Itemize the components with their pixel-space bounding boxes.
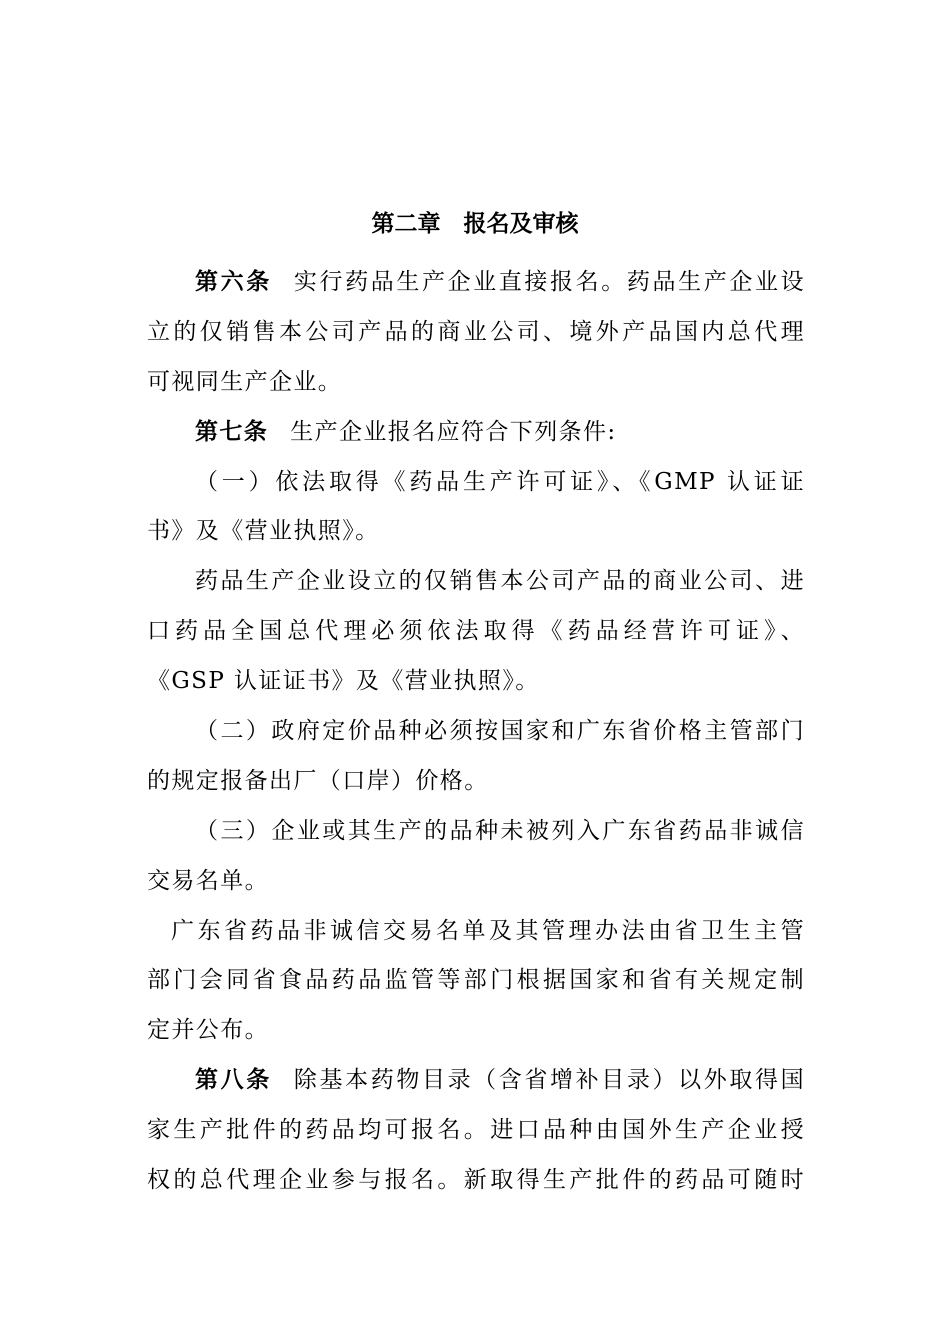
body-text	[147, 258, 805, 1206]
text-line: （一）依法取得《药品生产许可证》、《GMP 认证证	[195, 468, 805, 495]
text-line: 权的总代理企业参与报名。新取得生产批件的药品可随时	[147, 1167, 805, 1194]
text-line: 交易名单。	[147, 867, 269, 894]
article-text: 生产企业报名应符合下列条件:	[290, 418, 617, 445]
article-text: 除基本药物目录（含省增补目录）以外取得国	[293, 1067, 805, 1094]
text-line: 家生产批件的药品均可报名。进口品种由国外生产企业授	[147, 1117, 805, 1144]
text-line: 口药品全国总代理必须依法取得《药品经营许可证》、	[147, 618, 805, 645]
text-line: （二）政府定价品种必须按国家和广东省价格主管部门	[195, 718, 805, 745]
chapter-title: 第二章 报名及审核	[371, 211, 579, 237]
text-line: 的规定报备出厂（口岸）价格。	[147, 767, 489, 794]
article-line	[147, 408, 805, 458]
text-line: 定并公布。	[147, 1017, 269, 1044]
text-line: 广东省药品非诚信交易名单及其管理办法由省卫生主管	[171, 917, 805, 944]
article-label: 第六条	[195, 269, 272, 295]
text-line: 药品生产企业设立的仅销售本公司产品的商业公司、进	[195, 568, 805, 595]
article-line	[147, 258, 805, 308]
text-line: 《GSP 认证证书》及《营业执照》。	[147, 668, 540, 695]
article-line	[147, 1056, 805, 1106]
text-line: （三）企业或其生产的品种未被列入广东省药品非诚信	[195, 817, 805, 844]
text-line: 部门会同省食品药品监管等部门根据国家和省有关规定制	[147, 967, 805, 994]
article-text: 实行药品生产企业直接报名。药品生产企业设	[293, 269, 805, 295]
text-line: 可视同生产企业。	[147, 368, 343, 395]
article-label: 第七条	[195, 418, 269, 445]
text-line: 立的仅销售本公司产品的商业公司、境外产品国内总代理	[147, 318, 805, 345]
article-label: 第八条	[195, 1067, 272, 1094]
text-line: 书》及《营业执照》。	[147, 518, 380, 545]
